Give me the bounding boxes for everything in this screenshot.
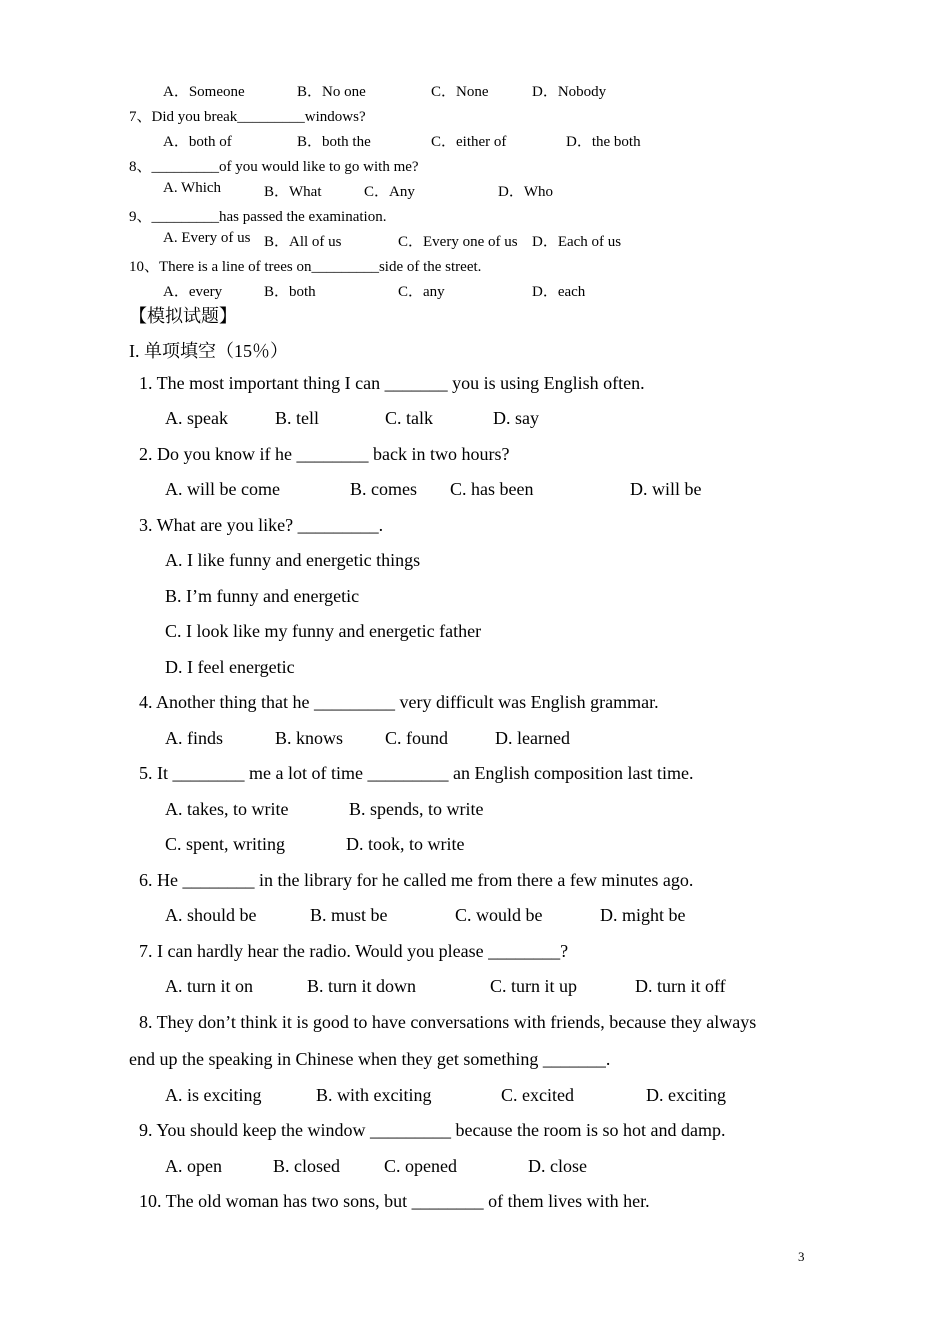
question-stem: 1. The most important thing I can _______ you is using English often. [139,373,645,393]
question-stem: 7、Did you break_________windows? [129,109,366,125]
option-b: B．both [264,284,316,300]
option-b: B. turn it down [307,976,417,996]
option-a: A. finds [165,728,223,748]
option-d: D. say [493,408,539,428]
option-b: B. I’m funny and energetic [165,586,360,606]
part-heading: I. 单项填空（15％） [129,341,288,361]
option-c: C. found [385,728,448,748]
option-d: D．the both [566,134,641,150]
option-a: A. Every of us [163,230,251,246]
option-c: C. I look like my funny and energetic father [165,621,482,641]
option-c: C. spent, writing [165,834,285,854]
question-stem: 10、There is a line of trees on_________side of the street. [129,259,482,275]
option-d: D．each [532,284,586,300]
option-d: D. turn it off [635,976,726,996]
option-c: C. would be [455,905,543,925]
option-a: A．both of [163,134,232,150]
question-stem: 9、_________has passed the examination. [129,209,387,225]
option-d: D. I feel energetic [165,657,295,677]
option-c: C．Every one of us [398,234,518,250]
option-c: C．any [398,284,445,300]
option-b: B. comes [350,479,417,499]
option-a: A. is exciting [165,1085,262,1105]
option-d: D. will be [630,479,702,499]
question-stem: 9. You should keep the window _________ because the room is so hot and damp. [139,1120,726,1140]
option-a: A. I like funny and energetic things [165,550,421,570]
option-a: A. takes, to write [165,799,289,819]
option-c: C. opened [384,1156,457,1176]
option-b: B. with exciting [316,1085,432,1105]
question-stem: 3. What are you like? _________. [139,515,384,535]
option-a: A．every [163,284,223,300]
option-d: D. might be [600,905,686,925]
option-a: A. turn it on [165,976,253,996]
section-heading: 【模拟试题】 [129,306,237,326]
option-b: B．both the [297,134,371,150]
question-stem-continued: end up the speaking in Chinese when they get something _______. [129,1049,611,1069]
option-b: B. tell [275,408,319,428]
option-b: B．No one [297,84,366,100]
option-d: D．Who [498,184,553,200]
option-c: C. excited [501,1085,574,1105]
option-a: A．Someone [163,84,245,100]
question-stem: 5. It ________ me a lot of time _________ an English composition last time. [139,763,694,783]
option-d: D．Each of us [532,234,622,250]
question-stem: 2. Do you know if he ________ back in two hours? [139,444,510,464]
option-c: C. has been [450,479,534,499]
option-d: D. close [528,1156,587,1176]
option-d: D. learned [495,728,570,748]
option-c: C．either of [431,134,507,150]
option-a: A. Which [163,180,222,196]
option-c: C．Any [364,184,415,200]
option-a: A. open [165,1156,222,1176]
option-c: C. turn it up [490,976,578,996]
question-stem: 8. They don’t think it is good to have conversations with friends, because they always [139,1012,757,1032]
option-d: D．Nobody [532,84,607,100]
question-stem: 6. He ________ in the library for he called me from there a few minutes ago. [139,870,694,890]
option-b: B．All of us [264,234,342,250]
option-b: B. spends, to write [349,799,484,819]
question-stem: 8、_________of you would like to go with me? [129,159,419,175]
option-c: C．None [431,84,489,100]
option-d: D. exciting [646,1085,726,1105]
option-b: B．What [264,184,322,200]
page-number: 3 [798,1249,805,1264]
question-stem: 10. The old woman has two sons, but ________ of them lives with her. [139,1191,650,1211]
option-a: A. will be come [165,479,280,499]
option-b: B. knows [275,728,344,748]
option-b: B. closed [273,1156,340,1176]
option-a: A. should be [165,905,257,925]
option-c: C. talk [385,408,433,428]
question-stem: 7. I can hardly hear the radio. Would you please ________? [139,941,569,961]
option-b: B. must be [310,905,388,925]
question-stem: 4. Another thing that he _________ very difficult was English grammar. [139,692,659,712]
option-d: D. took, to write [346,834,465,854]
option-a: A. speak [165,408,228,428]
